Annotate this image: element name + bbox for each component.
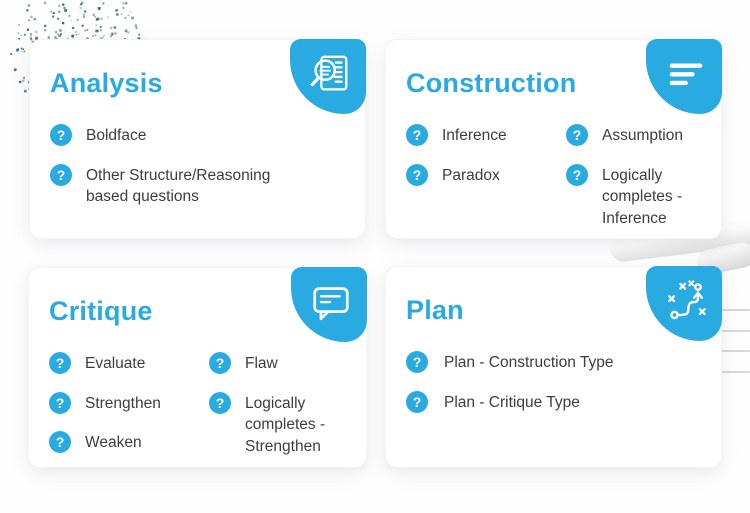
item-plan-construction-type[interactable] bbox=[406, 351, 707, 374]
question-mark-icon: ? bbox=[209, 352, 231, 374]
comment-bubble-icon bbox=[308, 280, 354, 326]
item-evaluate[interactable] bbox=[49, 352, 209, 375]
item-plan-critique-type[interactable] bbox=[406, 391, 707, 414]
card-title-plan: Plan bbox=[406, 295, 464, 325]
item-label: Boldface bbox=[86, 127, 147, 144]
question-mark-icon: ? bbox=[50, 164, 72, 186]
card-title-critique: Critique bbox=[49, 296, 153, 326]
critique-badge bbox=[291, 267, 367, 342]
question-mark-icon: ? bbox=[566, 124, 588, 146]
item-paradox[interactable] bbox=[406, 164, 566, 187]
question-mark-icon: ? bbox=[406, 391, 428, 413]
question-mark-icon: ? bbox=[49, 431, 71, 453]
question-mark-icon: ? bbox=[406, 164, 428, 186]
item-label: Assumption bbox=[602, 127, 683, 144]
item-label: Paradox bbox=[442, 166, 500, 184]
item-logically-completes-strengthen[interactable] bbox=[209, 392, 352, 458]
analysis-item-list bbox=[30, 124, 365, 208]
question-mark-icon: ? bbox=[209, 392, 231, 414]
critique-item-list bbox=[29, 352, 366, 474]
text-lines-icon bbox=[663, 52, 709, 98]
item-label: Strengthen bbox=[85, 394, 161, 412]
item-label: Weaken bbox=[85, 434, 142, 451]
construction-item-list bbox=[386, 124, 721, 246]
item-label: Plan - Construction Type bbox=[444, 354, 614, 371]
card-title-construction: Construction bbox=[406, 68, 577, 98]
plan-item-list bbox=[386, 351, 721, 413]
item-label: Logically completes - Inference bbox=[602, 166, 683, 227]
card-analysis bbox=[29, 39, 366, 239]
item-strengthen[interactable] bbox=[49, 392, 209, 415]
question-mark-icon: ? bbox=[50, 124, 72, 146]
question-mark-icon: ? bbox=[49, 392, 71, 414]
decor-ruled-line bbox=[721, 309, 750, 311]
document-search-icon bbox=[307, 52, 353, 98]
item-assumption[interactable] bbox=[566, 124, 707, 147]
card-plan bbox=[385, 266, 722, 468]
item-logically-completes-inference[interactable] bbox=[566, 164, 707, 230]
question-mark-icon: ? bbox=[49, 352, 71, 374]
item-flaw[interactable] bbox=[209, 352, 352, 375]
card-title-analysis: Analysis bbox=[50, 68, 163, 98]
question-mark-icon: ? bbox=[406, 124, 428, 146]
item-label: Flaw bbox=[245, 355, 278, 372]
card-critique bbox=[28, 267, 367, 468]
item-inference[interactable] bbox=[406, 124, 566, 147]
strategy-path-icon bbox=[663, 279, 709, 325]
item-other-structure-reasoning-based-questions[interactable] bbox=[50, 164, 351, 208]
construction-badge bbox=[646, 39, 722, 114]
decor-ruled-line bbox=[721, 371, 750, 373]
item-label: Evaluate bbox=[85, 355, 146, 372]
card-construction bbox=[385, 39, 722, 239]
item-label: Inference bbox=[442, 127, 507, 144]
question-mark-icon: ? bbox=[406, 351, 428, 373]
item-label: Logically completes - Strengthen bbox=[245, 394, 326, 455]
decor-ruled-line bbox=[721, 330, 750, 332]
item-label: Other Structure/Reasoning based questions bbox=[86, 166, 271, 205]
item-boldface[interactable] bbox=[50, 124, 351, 147]
plan-badge bbox=[646, 266, 722, 341]
item-label: Plan - Critique Type bbox=[444, 393, 580, 411]
analysis-badge bbox=[290, 39, 366, 114]
question-mark-icon: ? bbox=[566, 164, 588, 186]
decor-ruled-line bbox=[721, 350, 750, 352]
item-weaken[interactable] bbox=[49, 431, 209, 454]
